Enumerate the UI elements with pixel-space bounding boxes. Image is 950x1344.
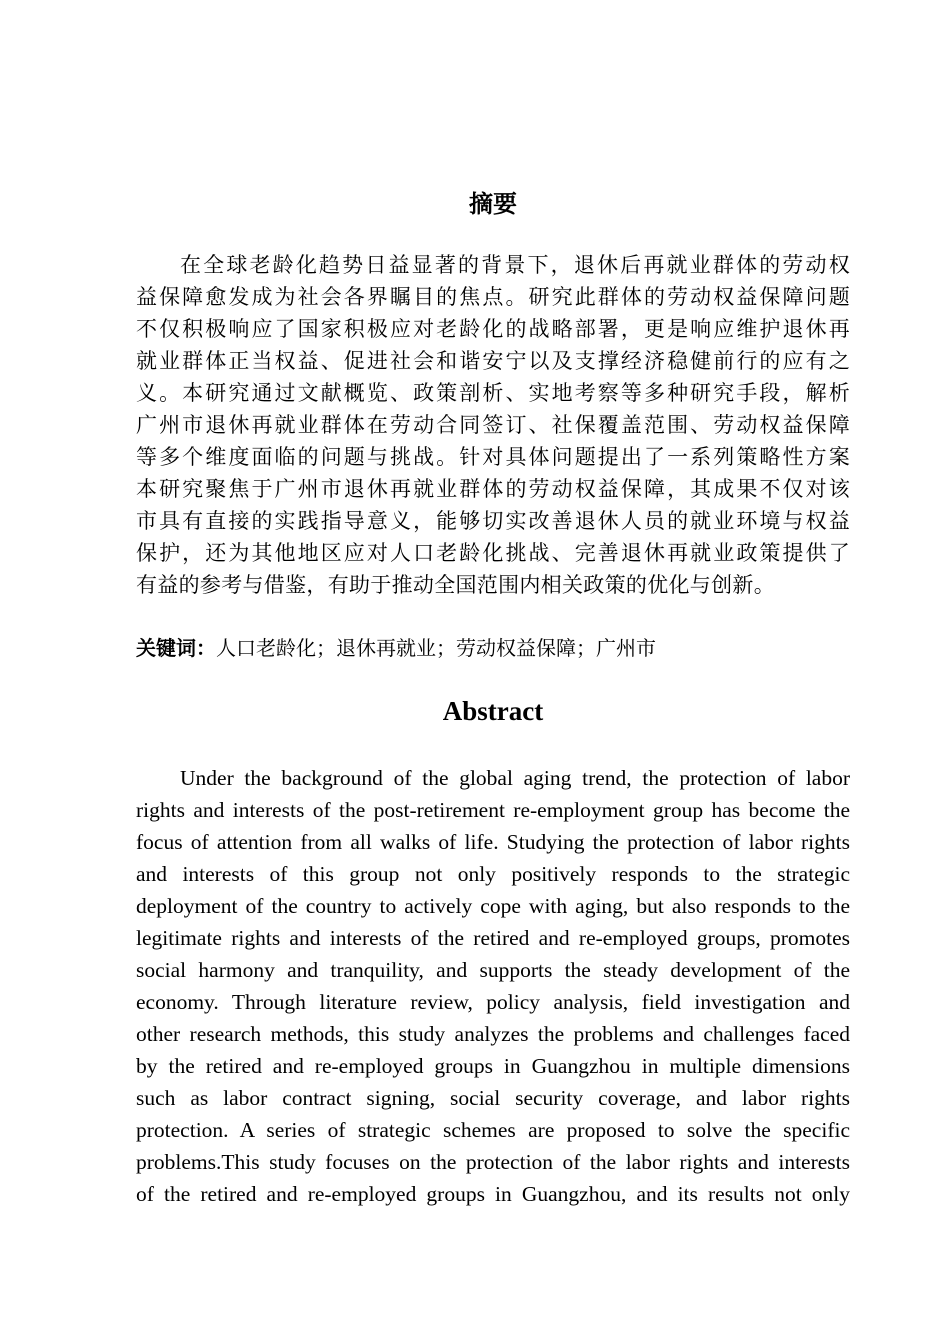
text-line: legitimate rights and interests of the retired and re-employed groups, promotes — [136, 926, 850, 950]
text-line: 在全球老龄化趋势日益显著的背景下，退休后再就业群体的劳动权 — [180, 253, 850, 277]
keywords-text: 人口老龄化；退休再就业；劳动权益保障；广州市 — [216, 636, 656, 660]
text-line: focus of attention from all walks of life. Studying the protection of labor rights — [136, 830, 850, 854]
text-line: problems.This study focuses on the protection of the labor rights and interests — [136, 1150, 850, 1174]
text-line: deployment of the country to actively cope with aging, but also responds to the — [136, 894, 850, 918]
text-line: 有益的参考与借鉴，有助于推动全国范围内相关政策的优化与创新。 — [136, 573, 775, 597]
text-line: protection. A series of strategic schemes are proposed to solve the specific — [136, 1118, 850, 1142]
text-line: 就业群体正当权益、促进社会和谐安宁以及支撑经济稳健前行的应有之 — [136, 349, 850, 373]
text-line: by the retired and re-employed groups in Guangzhou in multiple dimensions — [136, 1054, 850, 1078]
text-line: and interests of this group not only positively responds to the strategic — [136, 862, 850, 886]
text-line: 市具有直接的实践指导意义，能够切实改善退休人员的就业环境与权益 — [136, 509, 850, 533]
text-line: such as labor contract signing, social security coverage, and labor rights — [136, 1086, 850, 1110]
english-abstract-paragraph — [136, 762, 850, 1210]
text-line: economy. Through literature review, policy analysis, field investigation and — [136, 990, 850, 1014]
text-line: social harmony and tranquility, and supports the steady development of the — [136, 958, 850, 982]
text-line: 等多个维度面临的问题与挑战。针对具体问题提出了一系列策略性方案 — [136, 445, 850, 469]
english-abstract-title: Abstract — [442, 696, 544, 726]
text-line: 本研究聚焦于广州市退休再就业群体的劳动权益保障，其成果不仅对该 — [136, 477, 850, 501]
text-line: other research methods, this study analyzes the problems and challenges faced — [136, 1022, 850, 1046]
keywords — [136, 632, 656, 661]
text-line: of the retired and re-employed groups in Guangzhou, and its results not only — [136, 1182, 850, 1206]
text-line: 保护，还为其他地区应对人口老龄化挑战、完善退休再就业政策提供了 — [136, 541, 850, 565]
text-line: 不仅积极响应了国家积极应对老龄化的战略部署，更是响应维护退休再 — [136, 317, 850, 341]
text-line: 益保障愈发成为社会各界瞩目的焦点。研究此群体的劳动权益保障问题 — [136, 285, 850, 309]
keywords-label: 关键词： — [136, 636, 216, 660]
text-line: 广州市退休再就业群体在劳动合同签订、社保覆盖范围、劳动权益保障 — [136, 413, 850, 437]
chinese-abstract-paragraph — [136, 249, 850, 601]
chinese-abstract-title: 摘要 — [469, 190, 517, 218]
text-line: rights and interests of the post-retirement re-employment group has become the — [136, 798, 850, 822]
text-line: 义。本研究通过文献概览、政策剖析、实地考察等多种研究手段，解析 — [136, 381, 850, 405]
text-line: Under the background of the global aging trend, the protection of labor — [180, 766, 850, 790]
